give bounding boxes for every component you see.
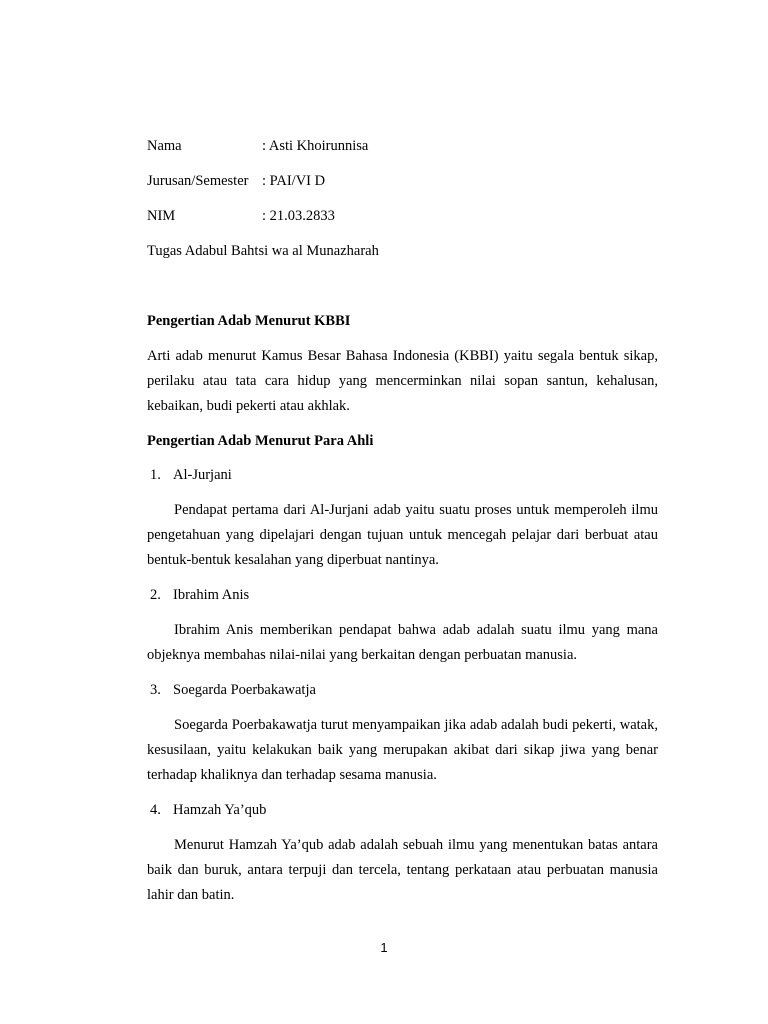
info-nim-row (147, 208, 335, 225)
list-item-title (150, 467, 232, 484)
list-item-number: 4. (150, 802, 161, 818)
list-item-paragraph: Ibrahim Anis memberikan pendapat bahwa adab adalah suatu ilmu yang mana objeknya membahas nilai-nilai yang berkaitan dengan perbuatan manusia. (147, 622, 658, 663)
info-major-row (147, 173, 325, 190)
major-value: : PAI/VI D (262, 173, 326, 189)
major-label: Jurusan/Semester (147, 173, 249, 189)
list-item-number: 1. (150, 467, 161, 483)
list-item-paragraph: Menurut Hamzah Ya’qub adab adalah sebuah ilmu yang menentukan batas antara baik dan buruk, antara terpuji dan tercela, tentang perkataan atau perbuatan manusia lahir dan batin. (147, 837, 658, 903)
list-item-heading: Hamzah Ya’qub (173, 802, 267, 818)
info-name-row (147, 138, 368, 155)
list-item-title (150, 587, 249, 604)
list-item-number: 2. (150, 587, 161, 603)
name-value: : Asti Khoirunnisa (262, 138, 369, 154)
section-kbbi-heading: Pengertian Adab Menurut KBBI (147, 313, 351, 329)
name-label: Nama (147, 138, 182, 154)
list-item-title (150, 802, 266, 819)
page-number: 1 (380, 940, 388, 955)
list-item-heading: Soegarda Poerbakawatja (173, 682, 316, 698)
section-kbbi-paragraph: Arti adab menurut Kamus Besar Bahasa Indonesia (KBBI) yaitu segala bentuk sikap, perilaku atau tata cara hidup yang mencerminkan nilai sopan santun, kehalusan, kebaikan, budi pekerti atau akhlak. (147, 348, 658, 414)
list-item-paragraph: Soegarda Poerbakawatja turut menyampaikan jika adab adalah budi pekerti, watak, kesusilaan, yaitu kelakukan baik yang merupakan akibat dari sikap jiwa yang benar terhadap khaliknya dan terhadap sesama manusia. (147, 717, 658, 783)
assignment-title: Tugas Adabul Bahtsi wa al Munazharah (147, 243, 379, 259)
list-item-paragraph: Pendapat pertama dari Al-Jurjani adab yaitu suatu proses untuk memperoleh ilmu pengetahuan yang dipelajari dengan tujuan untuk mencegah pelajar dari berbuat atau bentuk-bentuk kesalahan yang diperbuat nantinya. (147, 502, 658, 568)
nim-label: NIM (147, 208, 176, 224)
list-item-heading: Ibrahim Anis (173, 587, 250, 603)
section-experts-heading: Pengertian Adab Menurut Para Ahli (147, 433, 374, 449)
list-item-number: 3. (150, 682, 161, 698)
list-item-title (150, 682, 316, 699)
nim-value: : 21.03.2833 (262, 208, 335, 224)
list-item-heading: Al-Jurjani (173, 467, 232, 483)
